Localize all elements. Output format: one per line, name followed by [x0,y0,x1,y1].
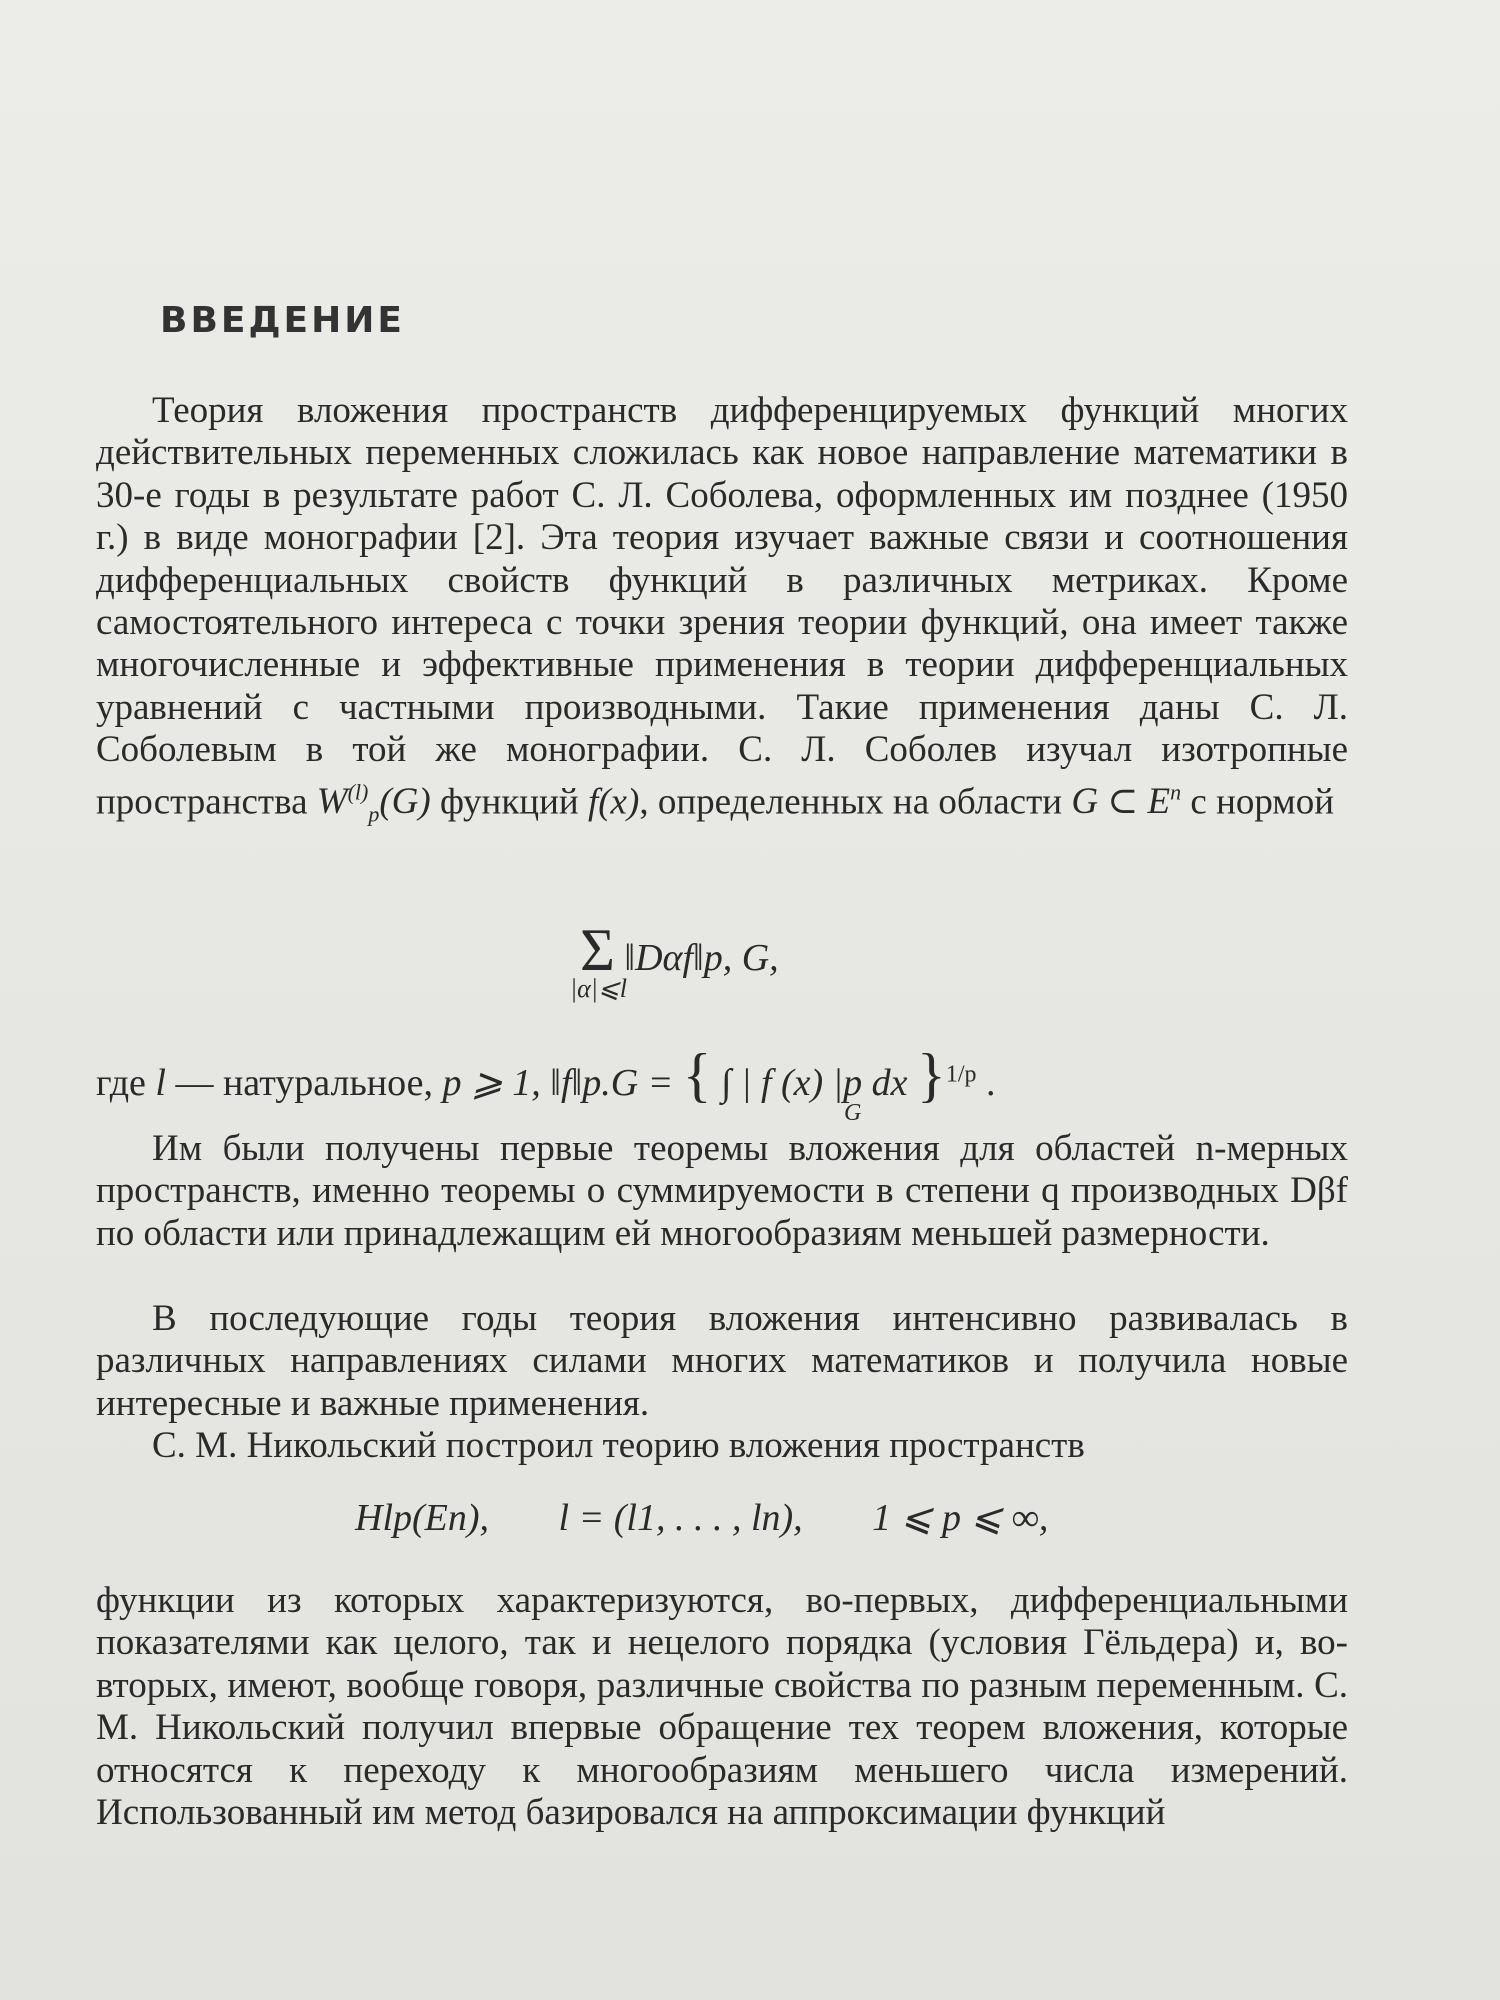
function-symbol: f(x) [587,780,640,822]
where-prefix: где [96,1062,146,1104]
nikolsky-space: Hlp(En), [355,1497,490,1539]
nikolsky-l-vector: l = (l1, . . . , ln), [558,1497,803,1539]
domain-symbol: G ⊂ $E^n$ [1071,779,1182,822]
para1-tail-c: , определенных на области [639,780,1063,822]
left-brace: { [682,1042,712,1108]
para1-tail-d: с нормой [1190,780,1335,822]
integral-expression: ∫ | f (x) |p dx [721,1062,908,1104]
where-p: p ⩾ 1, [442,1062,541,1104]
sum-index: |α|⩽l [570,974,627,1003]
para1-text [96,390,1348,836]
intro-paragraph-3 [96,1298,1348,1425]
intro-paragraph-5 [96,1580,1348,1834]
sum-body: ‖Dαf‖p, G, [624,937,779,979]
norm-power: 1/p [945,1061,977,1088]
norm-end: . [985,1062,996,1104]
para2-text: Им были получены первые теоремы вложения для областей n-мерных пространств, именно теоремы о суммируемости в степени q производных Dβf по области или принадлежащим ей многообразиям меньшей размерности. [96,1128,1348,1254]
para1-tail-b: функций [439,780,579,822]
intro-paragraph-1 [96,390,1348,836]
intro-paragraph-4 [96,1425,1348,1467]
where-dash: — натуральное, [175,1062,433,1104]
para1-body: Теория вложения пространств дифференцируемых функций многих действительных переменных сложилась как новое направление математики в 30-е годы в результате работ С. Л. Соболева, оформленных им позднее (1950 г.) в виде монографии [2]. Эта теория изучает важные связи и соотношения дифференциальных свойств функций в различных метриках. Кроме самостоятельного интереса с точки зрения теории функций, она имеет также многочисленные и эффективные применения в теории дифференциальных уравнений с частными производными. Такие применения даны С. Л. Соболевым в той же монографии. [96,390,1348,771]
sum-formula [570,917,779,1004]
para5-text: функции из которых характеризуются, во-первых, дифференциальными показателями как целого, так и нецелого порядка (условия Гёльдера) и, во-вторых, имеют, вообще говоря, различные свойства по разным переменным. С. М. Никольский получил впервые обращение тех теорем вложения, которые относятся к переходу к многообразиям меньшего числа измерений. Использованный им метод базировался на аппроксимации функций [96,1580,1348,1834]
norm-definition-line [96,1042,996,1126]
nikolsky-p-range: 1 ⩽ p ⩽ ∞, [872,1497,1049,1539]
sum-symbol: Σ [580,917,615,983]
where-l: l [155,1062,166,1104]
para4-text: С. М. Никольский построил теорию вложения пространств [152,1425,1085,1466]
where-norm: ‖f‖p.G = [550,1062,674,1104]
page-heading: ВВЕДЕНИЕ [160,300,405,341]
nikolsky-space-formula [355,1495,1048,1540]
para3-text: В последующие годы теория вложения интенсивно развивалась в различных направлениях силами многих математиков и получила новые интересные и важные применения. [96,1298,1348,1424]
right-brace: } [917,1042,946,1108]
sobolev-space-symbol: $W^{(l)}_p(G)$ [316,779,431,827]
integral-domain: G [844,1100,862,1126]
intro-paragraph-2 [96,1128,1348,1255]
para1-tail-a: С. Л. Соболев изучал изотропные пространства [96,729,1348,822]
